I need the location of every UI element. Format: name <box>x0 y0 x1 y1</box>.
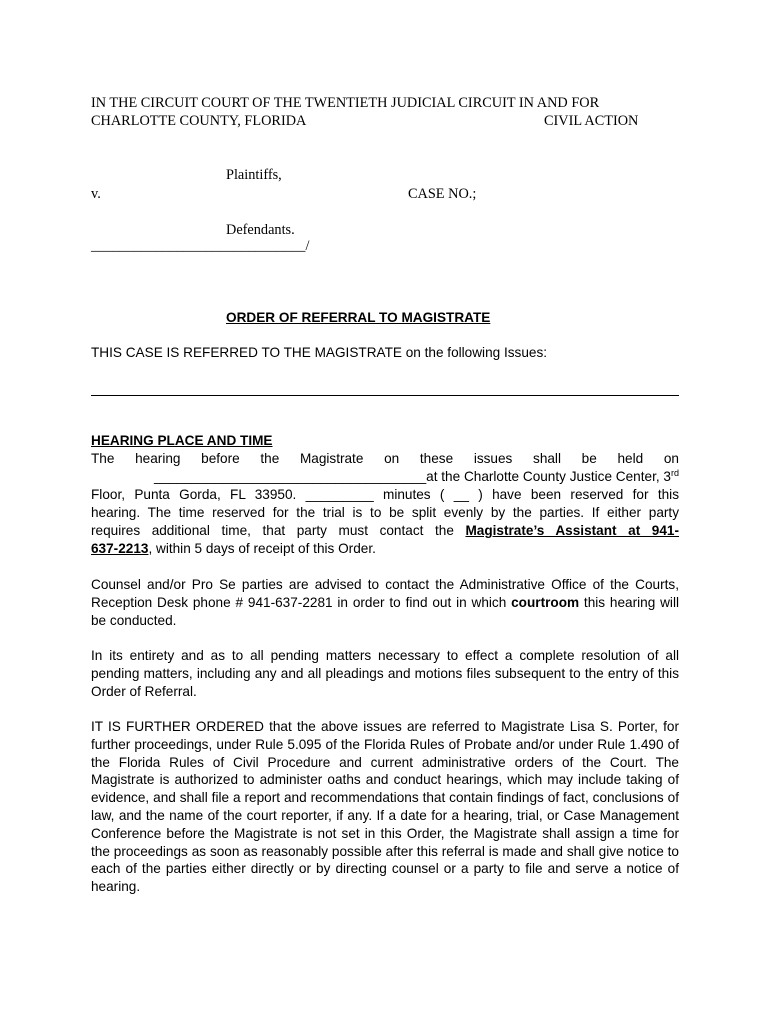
civil-action-label: CIVIL ACTION <box>544 113 639 129</box>
courtroom-emphasis: courtroom <box>511 594 580 610</box>
hearing-heading: HEARING PLACE AND TIME <box>91 433 273 448</box>
hearing-word: on <box>384 451 400 466</box>
hearing-location-text: ____________________________________at the Charlotte County Justice Center, 3 <box>153 469 671 484</box>
hearing-contact-text: requires additional time, that party must contact the <box>91 523 466 538</box>
versus-label: v. <box>91 186 101 202</box>
hearing-line-1 <box>91 450 679 468</box>
hearing-line-4: hearing. The time reserved for the trial is to be split evenly by the parties. If either party <box>91 505 679 520</box>
hearing-word: these <box>419 451 454 466</box>
magistrate-assistant-phone-end: 637-2213 <box>91 541 149 556</box>
defendants-label: Defendants. <box>226 222 295 238</box>
hearing-word: shall <box>533 451 561 466</box>
hearing-word: held <box>617 451 644 466</box>
hearing-deadline-text: , within 5 days of receipt of this Order. <box>148 541 376 556</box>
hearing-word: Magistrate <box>299 451 364 466</box>
court-header-line1: IN THE CIRCUIT COURT OF THE TWENTIETH JUDICIAL CIRCUIT IN AND FOR <box>91 95 600 111</box>
hearing-word: on <box>663 451 679 466</box>
hearing-word: be <box>581 451 597 466</box>
hearing-line-3: Floor, Punta Gorda, FL 33950. _________ minutes ( __ ) have been reserved for this <box>91 487 679 502</box>
hearing-word: the <box>260 451 280 466</box>
caption-signature-line: ______________________________/ <box>91 238 310 254</box>
further-ordered-paragraph: IT IS FURTHER ORDERED that the above issues are referred to Magistrate Lisa S. Porter, for further proceedings, under Rule 5.095 of the Florida Rules of Probate and/or under Rule 1.490 of the Florida Rules of Civil Procedure and current administrative orders of the Court. The Magistrate is authorized to administer oaths and conduct hearings, which may include taking of evidence, and shall file a report and recommendations that contain findings of fact, conclusions of law, and the name of the court reporter, if any. If a date for a hearing, trial, or Case Management Conference before the Magistrate is not set in this Order, the Magistrate shall assign a time for the proceedings as soon as reasonably possible after this referral is made and shall give notice to each of the parties either directly or by directing counsel or a party to file and serve a notice of hearing. <box>91 719 679 895</box>
hearing-word: issues <box>473 451 513 466</box>
document-title: ORDER OF REFERRAL TO MAGISTRATE <box>226 310 491 325</box>
magistrate-assistant-phone: Magistrate’s Assistant at 941- <box>465 523 680 538</box>
case-number-label: CASE NO.; <box>408 186 477 202</box>
hearing-word: hearing <box>135 451 181 466</box>
counsel-text: Counsel and/or Pro Se parties are advised to contact the Administrative Office of the Courts, Reception Desk phone # 941-637-2281 in order to find out in which <box>91 577 679 610</box>
entirety-paragraph: In its entirety and as to all pending matters necessary to effect a complete resolution of all pending matters, including any and all pleadings and motions files subsequent to the entry of this Order of Referral. <box>91 648 679 699</box>
hearing-word: The <box>91 451 115 466</box>
hearing-word: before <box>201 451 240 466</box>
court-county: CHARLOTTE COUNTY, FLORIDA <box>91 113 307 129</box>
plaintiffs-label: Plaintiffs, <box>226 167 282 183</box>
referral-intro: THIS CASE IS REFERRED TO THE MAGISTRATE on the following Issues: <box>91 345 548 360</box>
counsel-text-end: this hearing will be conducted. <box>91 594 679 628</box>
hearing-line-2 <box>91 468 679 486</box>
counsel-paragraph <box>91 576 679 629</box>
hearing-line-6 <box>91 540 376 558</box>
ordinal-suffix: rd <box>670 468 679 478</box>
hearing-line-5 <box>91 522 679 540</box>
issues-blank-line <box>91 395 679 396</box>
